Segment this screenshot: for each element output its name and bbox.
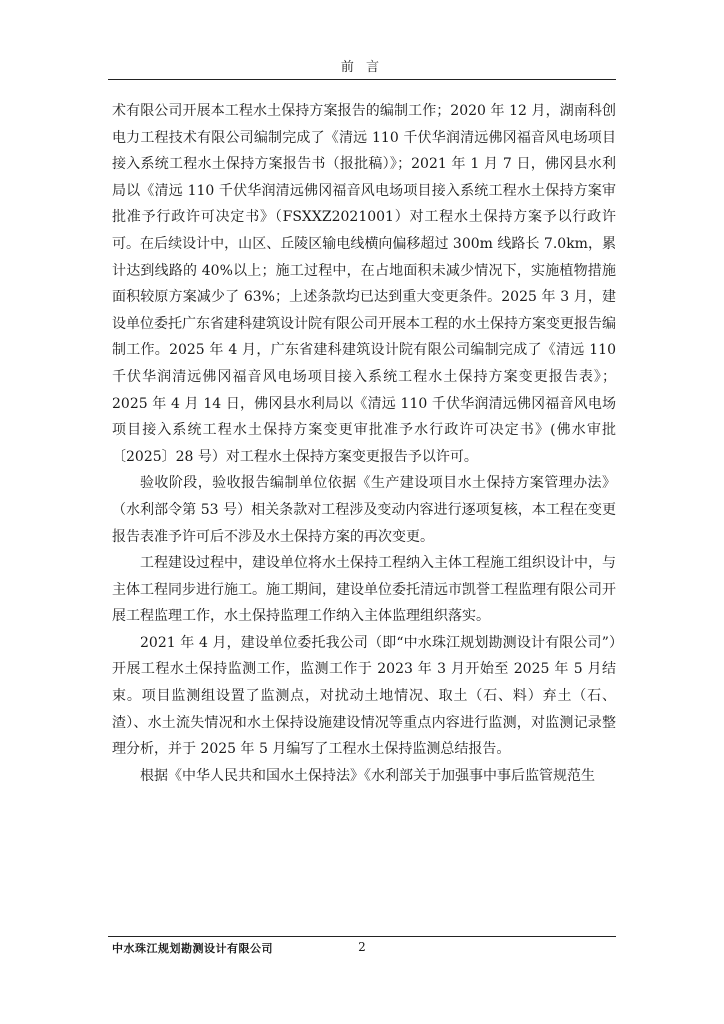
footer-divider [108,936,616,937]
paragraph-basis: 根据《中华人民共和国水土保持法》《水利部关于加强事中事后监管规范生 [140,767,595,784]
paragraph-monitoring: 2021 年 4 月，建设单位委托我公司（即“中水珠江规划勘测设计有限公司”）开展工程水土保持监测工作，监测工作于 2023 年 3 月开始至 2025 年 5 月结束。项目监测组设置了监测点，对扰动土地情况、取土（石、料）弃土（石、渣）、水土流失情况和水土保持设施建设情况等重点内容进行监测，对监测记录整理分析，并于 2025 年 5 月编写了工程水土保持监测总结报告。 [112,634,616,758]
header-divider [108,79,616,80]
page-number: 2 [358,940,366,954]
paragraph-continuation: 术有限公司开展本工程水土保持方案报告的编制工作；2020 年 12 月，湖南科创电力工程技术有限公司编制完成了《清远 110 千伏华润清远佛冈福音风电场项目接入系统工程水土保持方案报告书（报批稿）》；2021 年 1 月 7 日，佛冈县水利局以《清远 110 千伏华润清远佛冈福音风电场项目接入系统工程水土保持方案审批准予行政许可决定书》（FSXXZ2021001）对工程水土保持方案予以行政许可。在后续设计中，山区、丘陵区输电线横向偏移超过 300m 线路长 7.0km，累计达到线路的 40%以上；施工过程中，在占地面积未减少情况下，实施植物措施面积较原方案减少了 63%；上述条款均已达到重大变更条件。2025 年 3 月，建设单位委托广东省建科建筑设计院有限公司开展本工程的水土保持方案变更报告编制工作。2025 年 4 月，广东省建科建筑设计院有限公司编制完成了《清远 110 千伏华润清远佛冈福音风电场项目接入系统工程水土保持方案变更报告表》；2025 年 4 月 14 日，佛冈县水利局以《清远 110 千伏华润清远佛冈福音风电场项目接入系统工程水土保持方案变更审批准予水行政许可决定书》(佛水审批〔2025〕28 号）对工程水土保持方案变更报告予以许可。 [112,103,616,465]
body-text [112,98,616,789]
page-header-title: 前 言 [340,60,384,75]
paragraph-acceptance: 验收阶段，验收报告编制单位依据《生产建设项目水土保持方案管理办法》（水利部令第 53 号）相关条款对工程涉及变动内容进行逐项复核，本工程在变更报告表准予许可后不涉及水土保持方案的再次变更。 [112,475,616,545]
footer-company-name: 中水珠江规划勘测设计有限公司 [112,942,273,955]
paragraph-construction: 工程建设过程中，建设单位将水土保持工程纳入主体工程施工组织设计中，与主体工程同步进行施工。施工期间，建设单位委托清远市凯誉工程监理有限公司开展工程监理工作，水土保持监理工作纳入主体监理组织落实。 [112,555,616,625]
